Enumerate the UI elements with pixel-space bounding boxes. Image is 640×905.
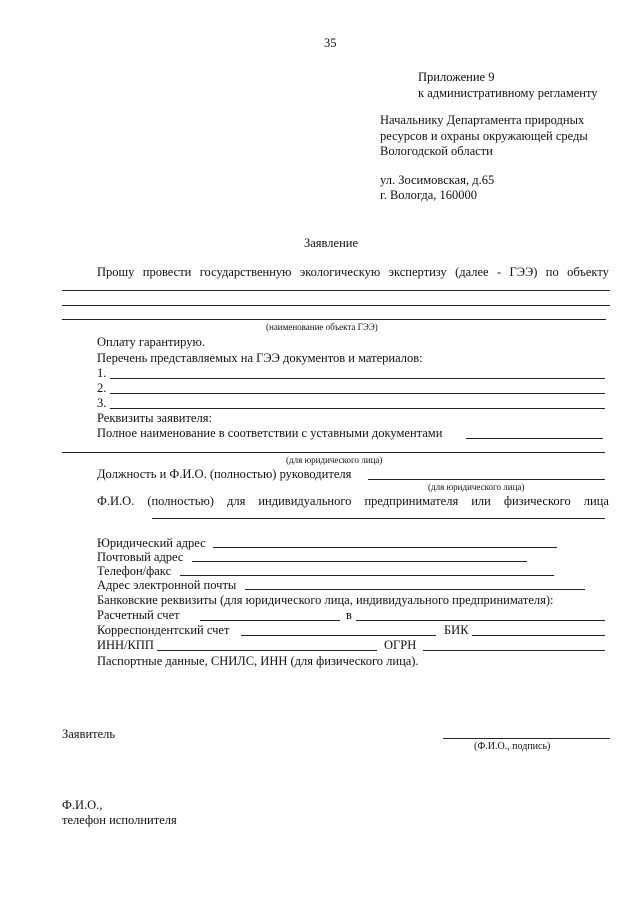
postal-address-line[interactable] [192,561,527,562]
addressee-city: г. Вологда, 160000 [380,188,478,202]
account-line[interactable] [200,620,340,621]
legal-entity-caption-2: (для юридического лица) [428,482,525,492]
addressee-line-3: Вологодской области [380,144,493,158]
full-name-line-2[interactable] [62,452,605,453]
request-word: экспертизу [388,265,447,279]
docs-heading: Перечень представляемых на ГЭЭ документов и материалов: [97,351,423,365]
request-word: объекту [567,265,609,279]
applicant-signature-caption: (Ф.И.О., подпись) [474,741,551,752]
fio-word: лица [583,494,609,508]
applicant-label: Заявитель [62,727,116,741]
inn-kpp-line[interactable] [157,650,377,651]
phone-fax-label: Телефон/факс [97,564,172,578]
legal-entity-caption: (для юридического лица) [286,455,383,465]
passport-label: Паспортные данные, СНИЛС, ИНН (для физического лица). [97,654,419,668]
page-number: 35 [324,36,337,50]
executor-phone: телефон исполнителя [62,813,177,827]
appendix-line-1: Приложение 9 [418,70,495,84]
doc-item-2-line[interactable] [110,393,605,394]
fio-word: для [226,494,246,508]
fio-word: индивидуального [258,494,352,508]
fio-word: или [471,494,491,508]
bik-line[interactable] [472,635,605,636]
fio-word: предпринимателя [364,494,459,508]
request-word: ГЭЭ) [509,265,538,279]
appendix-line-2: к административному регламенту [418,86,598,100]
payment-guarantee: Оплату гарантирую. [97,335,205,349]
applicant-signature-line[interactable] [443,738,610,739]
doc-item-number: 1. [97,366,107,380]
request-word: провести [142,265,192,279]
email-line[interactable] [245,589,585,590]
doc-item-number: 3. [97,396,107,410]
corr-account-line[interactable] [241,635,436,636]
corr-account-label: Корреспондентский счет [97,623,230,637]
doc-item-3-line[interactable] [110,408,605,409]
fio-word: физического [503,494,571,508]
request-sentence [97,265,609,279]
ogrn-line[interactable] [423,650,605,651]
request-word: государственную [199,265,292,279]
account-bank-line[interactable] [356,620,605,621]
head-label: Должность и Ф.И.О. (полностью) руководителя [97,467,352,481]
phone-fax-line[interactable] [180,575,554,576]
fio-word: Ф.И.О. [97,494,135,508]
doc-item-number: 2. [97,381,107,395]
executor-fio: Ф.И.О., [62,798,103,812]
account-label: Расчетный счет [97,608,180,622]
object-line-2[interactable] [62,305,610,306]
object-line-1[interactable] [62,290,610,291]
doc-item-1-line[interactable] [110,378,605,379]
fio-line[interactable] [152,518,605,519]
request-word: - [496,265,502,279]
object-caption: (наименование объекта ГЭЭ) [266,322,378,332]
object-line-3[interactable] [62,319,606,320]
full-name-label: Полное наименование в соответствии с уставными документами [97,426,443,440]
bank-requisites-label: Банковские реквизиты (для юридического лица, индивидуального предпринимателя): [97,593,554,607]
document-title: Заявление [304,236,359,250]
request-word: экологическую [299,265,381,279]
legal-address-label: Юридический адрес [97,536,206,550]
legal-address-line[interactable] [213,547,557,548]
fio-sentence [97,494,609,508]
addressee-line-1: Начальнику Департамента природных [380,113,585,127]
addressee-street: ул. Зосимовская, д.65 [380,173,495,187]
request-word: по [545,265,559,279]
email-label: Адрес электронной почты [97,578,237,592]
bik-label: БИК [444,623,469,637]
request-word: (далее [455,265,489,279]
inn-kpp-label: ИНН/КПП [97,638,154,652]
request-word: Прошу [97,265,135,279]
postal-address-label: Почтовый адрес [97,550,184,564]
account-bank-label: в [346,608,352,622]
addressee-line-2: ресурсов и охраны окружающей среды [380,129,588,143]
full-name-line-1[interactable] [466,438,603,439]
head-line[interactable] [368,479,605,480]
fio-word: (полностью) [147,494,214,508]
ogrn-label: ОГРН [384,638,417,652]
requisites-heading: Реквизиты заявителя: [97,411,212,425]
